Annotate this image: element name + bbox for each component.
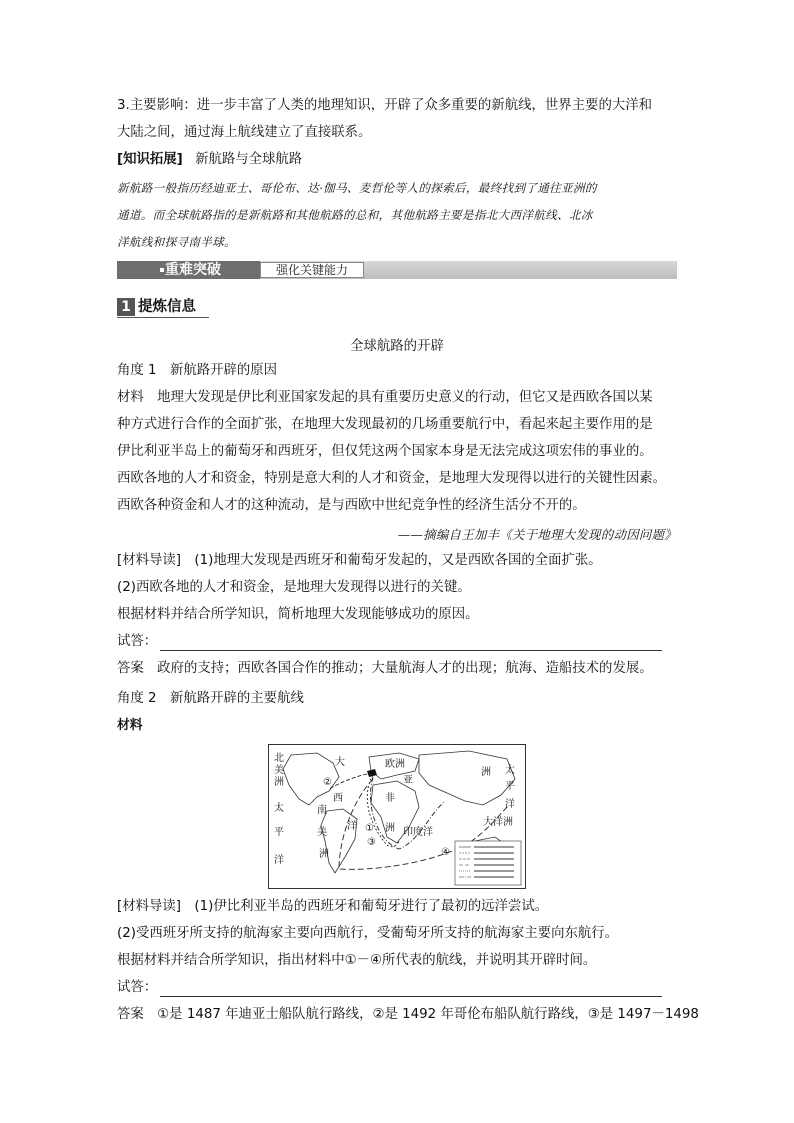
expansion-line-3: 洋航线和探寻南半球。 xyxy=(117,235,236,249)
label-pacific-left-3: 洋 xyxy=(274,855,284,866)
angle2-question: 根据材料并结合所学知识，指出材料中①－④所代表的航线，并说明其开辟时间。 xyxy=(117,953,597,968)
label-oceania: 大洋洲 xyxy=(483,817,513,828)
angle2-answer-blank[interactable] xyxy=(160,996,662,997)
angle1-material-line-3: 伊比利亚半岛上的葡萄牙和西班牙，但仅凭这两个国家本身是无法完成这项宏伟的事业的。 xyxy=(117,444,653,459)
label-south-america-3: 洲 xyxy=(319,849,329,860)
expansion-tag: [知识拓展] xyxy=(117,152,183,167)
angle1-material-line-5: 西欧各种资金和人才的这种流动，是与西欧中世纪竞争性的经济生活分不开的。 xyxy=(117,498,586,513)
banner-subtitle: 强化关键能力 xyxy=(260,262,364,278)
angle2-guide-1: [材料导读] (1)伊比利亚半岛的西班牙和葡萄牙进行了最初的远洋尝试。 xyxy=(117,899,549,914)
angle1-material-line-1: 材料 地理大发现是伊比利亚国家发起的具有重要历史意义的行动，但它又是西欧各国以某 xyxy=(117,390,653,405)
expansion-title: 新航路与全球航路 xyxy=(195,152,303,167)
angle1-guide-1: [材料导读] (1)地理大发现是西班牙和葡萄牙发起的，又是西欧各国的全面扩张。 xyxy=(117,553,602,568)
impact-line-1: 3.主要影响：进一步丰富了人类的地理知识，开辟了众多重要的新航线，世界主要的大洋和 xyxy=(117,98,653,113)
label-south-america-2: 美 xyxy=(317,827,327,838)
angle2-guide-2: (2)受西班牙所支持的航海家主要向西航行，受葡萄牙所支持的航海家主要向东航行。 xyxy=(117,926,619,941)
expansion-line-2: 通道。而全球航路指的是新航路和其他航路的总和，其他航路主要是指北大西洋航线、北冰 xyxy=(117,208,593,222)
angle1-answer: 答案 政府的支持；西欧各国合作的推动；大量航海人才的出现；航海、造船技术的发展。 xyxy=(117,661,653,676)
topic-title: 全球航路的开辟 xyxy=(350,339,444,354)
label-pacific-left-2: 平 xyxy=(274,827,284,838)
expansion-line-1: 新航路一般指历经迪亚士、哥伦布、达·伽马、麦哲伦等人的探索后，最终找到了通往亚洲的 xyxy=(117,181,597,195)
label-atlantic-3: 洋 xyxy=(347,821,357,832)
label-europe: 欧洲 xyxy=(385,759,405,770)
angle1-heading: 角度 1 新航路开辟的原因 xyxy=(117,363,278,378)
label-pacific-left-1: 太 xyxy=(274,803,284,814)
impact-line-2: 大陆之间，通过海上航线建立了直接联系。 xyxy=(117,125,372,140)
label-south-america-1: 南 xyxy=(317,805,327,816)
angle2-try-label: 试答： xyxy=(117,980,158,995)
banner-title: 重难突破 xyxy=(165,262,221,278)
angle2-answer: 答案 ①是 1487 年迪亚士船队航行路线，②是 1492 年哥伦布船队航行路线，③是 1497－1498 xyxy=(117,1007,699,1022)
label-pacific-right-3: 洋 xyxy=(505,799,515,810)
angle1-question: 根据材料并结合所学知识，简析地理大发现能够成功的原因。 xyxy=(117,607,479,622)
label-asia-zhou: 洲 xyxy=(481,767,491,778)
label-indian-ocean: 印度洋 xyxy=(403,827,433,838)
expansion-heading xyxy=(117,151,302,169)
route-3-path xyxy=(371,777,445,849)
label-route-4: ④ xyxy=(441,847,450,858)
section-banner xyxy=(117,261,677,279)
label-africa-2: 洲 xyxy=(385,823,395,834)
banner-dark-block xyxy=(117,261,260,279)
label-pacific-right-1: 太 xyxy=(505,765,515,776)
angle1-material-line-4: 西欧各地的人才和资金，特别是意大利的人才和资金，是地理大发现得以进行的关键性因素。 xyxy=(117,471,667,486)
section-title: 提炼信息 xyxy=(138,299,196,315)
asia-outline xyxy=(419,751,515,805)
label-route-2: ② xyxy=(323,777,332,788)
section-number: 1 xyxy=(117,298,135,316)
angle1-material-line-2: 种方式进行合作的全面扩张，在地理大发现最初的几场重要航行中，看起来起主要作用的是 xyxy=(117,417,653,432)
iberia-marker xyxy=(367,769,377,777)
label-north-america-3: 洲 xyxy=(274,777,284,788)
label-north-america-2: 美 xyxy=(274,765,284,776)
banner-bullet-icon xyxy=(160,268,164,272)
label-atlantic-2: 西 xyxy=(333,793,343,804)
route-map-svg xyxy=(269,745,525,888)
label-pacific-right-2: 平 xyxy=(505,781,515,792)
angle1-answer-blank[interactable] xyxy=(160,650,662,651)
angle1-try-label: 试答： xyxy=(117,634,158,649)
label-asia: 亚 xyxy=(403,775,413,786)
section-underline xyxy=(117,317,209,318)
route-map xyxy=(268,744,526,889)
angle1-source: ——摘编自王加丰《关于地理大发现的动因问题》 xyxy=(397,527,677,542)
label-route-3: ③ xyxy=(367,837,376,848)
angle1-guide-2: (2)西欧各地的人才和资金，是地理大发现得以进行的关键。 xyxy=(117,580,471,595)
label-africa-1: 非 xyxy=(385,793,395,804)
label-north-america-1: 北 xyxy=(274,753,284,764)
label-atlantic-1: 大 xyxy=(335,757,345,768)
angle2-heading: 角度 2 新航路开辟的主要航线 xyxy=(117,691,304,706)
angle2-material-label: 材料 xyxy=(117,718,143,733)
label-route-1: ① xyxy=(365,823,374,834)
